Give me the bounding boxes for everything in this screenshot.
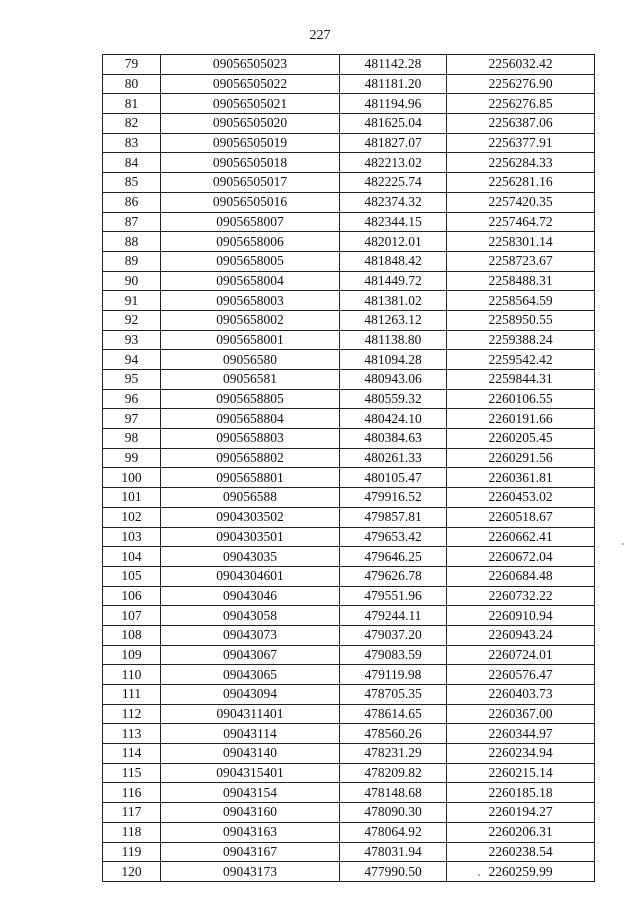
y-coordinate-cell: 2258301.14 bbox=[447, 232, 595, 252]
table-row bbox=[103, 114, 595, 134]
x-coordinate-cell: 479037.20 bbox=[340, 625, 447, 645]
point-code-cell: 09043163 bbox=[161, 822, 340, 842]
y-coordinate-cell: 2260403.73 bbox=[447, 685, 595, 705]
point-code-cell: 09043140 bbox=[161, 744, 340, 764]
point-code-cell: 09056505018 bbox=[161, 153, 340, 173]
row-number-cell: 104 bbox=[103, 547, 161, 567]
point-code-cell: 09043058 bbox=[161, 606, 340, 626]
row-number-cell: 97 bbox=[103, 409, 161, 429]
row-number-cell: 120 bbox=[103, 862, 161, 882]
y-coordinate-cell: 2260191.66 bbox=[447, 409, 595, 429]
table-row bbox=[103, 842, 595, 862]
x-coordinate-cell: 480943.06 bbox=[340, 370, 447, 390]
row-number-cell: 106 bbox=[103, 586, 161, 606]
point-code-cell: 0904303502 bbox=[161, 507, 340, 527]
table-row bbox=[103, 724, 595, 744]
y-coordinate-cell: 2258488.31 bbox=[447, 271, 595, 291]
table-row bbox=[103, 744, 595, 764]
y-coordinate-cell: 2256276.90 bbox=[447, 74, 595, 94]
x-coordinate-cell: 479646.25 bbox=[340, 547, 447, 567]
x-coordinate-cell: 478148.68 bbox=[340, 783, 447, 803]
x-coordinate-cell: 481449.72 bbox=[340, 271, 447, 291]
row-number-cell: 105 bbox=[103, 566, 161, 586]
x-coordinate-cell: 481142.28 bbox=[340, 55, 447, 75]
point-code-cell: 0905658801 bbox=[161, 468, 340, 488]
table-row bbox=[103, 606, 595, 626]
x-coordinate-cell: 478614.65 bbox=[340, 704, 447, 724]
x-coordinate-cell: 481381.02 bbox=[340, 291, 447, 311]
point-code-cell: 09056580 bbox=[161, 350, 340, 370]
y-coordinate-cell: 2260205.45 bbox=[447, 429, 595, 449]
x-coordinate-cell: 482012.01 bbox=[340, 232, 447, 252]
table-row bbox=[103, 566, 595, 586]
point-code-cell: 0905658004 bbox=[161, 271, 340, 291]
table-row bbox=[103, 271, 595, 291]
row-number-cell: 114 bbox=[103, 744, 161, 764]
scan-speck bbox=[622, 543, 624, 545]
row-number-cell: 90 bbox=[103, 271, 161, 291]
table-row bbox=[103, 527, 595, 547]
coordinates-table bbox=[102, 54, 595, 882]
row-number-cell: 83 bbox=[103, 133, 161, 153]
y-coordinate-cell: 2260732.22 bbox=[447, 586, 595, 606]
y-coordinate-cell: 2260291.56 bbox=[447, 448, 595, 468]
point-code-cell: 09043065 bbox=[161, 665, 340, 685]
x-coordinate-cell: 480384.63 bbox=[340, 429, 447, 449]
row-number-cell: 112 bbox=[103, 704, 161, 724]
y-coordinate-cell: 2260238.54 bbox=[447, 842, 595, 862]
y-coordinate-cell: 2256281.16 bbox=[447, 173, 595, 193]
table-row bbox=[103, 370, 595, 390]
table-row bbox=[103, 822, 595, 842]
x-coordinate-cell: 481827.07 bbox=[340, 133, 447, 153]
row-number-cell: 102 bbox=[103, 507, 161, 527]
table-row bbox=[103, 55, 595, 75]
point-code-cell: 09056505020 bbox=[161, 114, 340, 134]
x-coordinate-cell: 479083.59 bbox=[340, 645, 447, 665]
table-row bbox=[103, 704, 595, 724]
point-code-cell: 09043094 bbox=[161, 685, 340, 705]
table-row bbox=[103, 429, 595, 449]
x-coordinate-cell: 478209.82 bbox=[340, 763, 447, 783]
y-coordinate-cell: 2258723.67 bbox=[447, 251, 595, 271]
point-code-cell: 0905658001 bbox=[161, 330, 340, 350]
y-coordinate-cell: 2256284.33 bbox=[447, 153, 595, 173]
point-code-cell: 0905658005 bbox=[161, 251, 340, 271]
x-coordinate-cell: 480559.32 bbox=[340, 389, 447, 409]
row-number-cell: 88 bbox=[103, 232, 161, 252]
y-coordinate-cell: 2260106.55 bbox=[447, 389, 595, 409]
table-row bbox=[103, 547, 595, 567]
y-coordinate-cell: 2260206.31 bbox=[447, 822, 595, 842]
point-code-cell: 0904303501 bbox=[161, 527, 340, 547]
y-coordinate-cell: 2259388.24 bbox=[447, 330, 595, 350]
y-coordinate-cell: 2258564.59 bbox=[447, 291, 595, 311]
table-row bbox=[103, 212, 595, 232]
y-coordinate-cell: 2256032.42 bbox=[447, 55, 595, 75]
table-row bbox=[103, 133, 595, 153]
x-coordinate-cell: 479626.78 bbox=[340, 566, 447, 586]
point-code-cell: 09043035 bbox=[161, 547, 340, 567]
row-number-cell: 110 bbox=[103, 665, 161, 685]
y-coordinate-cell: 2260185.18 bbox=[447, 783, 595, 803]
point-code-cell: 0905658007 bbox=[161, 212, 340, 232]
point-code-cell: 0904304601 bbox=[161, 566, 340, 586]
x-coordinate-cell: 479916.52 bbox=[340, 488, 447, 508]
y-coordinate-cell: 2260234.94 bbox=[447, 744, 595, 764]
y-coordinate-cell: 2260672.04 bbox=[447, 547, 595, 567]
table-row bbox=[103, 803, 595, 823]
y-coordinate-cell: 2260367.00 bbox=[447, 704, 595, 724]
table-row bbox=[103, 192, 595, 212]
row-number-cell: 115 bbox=[103, 763, 161, 783]
row-number-cell: 118 bbox=[103, 822, 161, 842]
y-coordinate-cell: 2260910.94 bbox=[447, 606, 595, 626]
row-number-cell: 101 bbox=[103, 488, 161, 508]
y-coordinate-cell: 2260518.67 bbox=[447, 507, 595, 527]
row-number-cell: 96 bbox=[103, 389, 161, 409]
table-row bbox=[103, 350, 595, 370]
row-number-cell: 119 bbox=[103, 842, 161, 862]
row-number-cell: 99 bbox=[103, 448, 161, 468]
x-coordinate-cell: 482213.02 bbox=[340, 153, 447, 173]
point-code-cell: 09043167 bbox=[161, 842, 340, 862]
row-number-cell: 103 bbox=[103, 527, 161, 547]
x-coordinate-cell: 481181.20 bbox=[340, 74, 447, 94]
x-coordinate-cell: 481138.80 bbox=[340, 330, 447, 350]
point-code-cell: 0904315401 bbox=[161, 763, 340, 783]
table-row bbox=[103, 291, 595, 311]
x-coordinate-cell: 480424.10 bbox=[340, 409, 447, 429]
point-code-cell: 09056505022 bbox=[161, 74, 340, 94]
table-row bbox=[103, 389, 595, 409]
y-coordinate-cell: 2260662.41 bbox=[447, 527, 595, 547]
table-row bbox=[103, 448, 595, 468]
row-number-cell: 84 bbox=[103, 153, 161, 173]
y-coordinate-cell: 2257420.35 bbox=[447, 192, 595, 212]
point-code-cell: 09056505017 bbox=[161, 173, 340, 193]
row-number-cell: 116 bbox=[103, 783, 161, 803]
point-code-cell: 09043160 bbox=[161, 803, 340, 823]
x-coordinate-cell: 479653.42 bbox=[340, 527, 447, 547]
point-code-cell: 0905658002 bbox=[161, 310, 340, 330]
x-coordinate-cell: 482225.74 bbox=[340, 173, 447, 193]
point-code-cell: 09056588 bbox=[161, 488, 340, 508]
table-row bbox=[103, 763, 595, 783]
table-row bbox=[103, 783, 595, 803]
row-number-cell: 82 bbox=[103, 114, 161, 134]
y-coordinate-cell: 2260215.14 bbox=[447, 763, 595, 783]
point-code-cell: 09043114 bbox=[161, 724, 340, 744]
x-coordinate-cell: 478231.29 bbox=[340, 744, 447, 764]
table-row bbox=[103, 173, 595, 193]
point-code-cell: 09056505019 bbox=[161, 133, 340, 153]
point-code-cell: 0905658006 bbox=[161, 232, 340, 252]
table-row bbox=[103, 665, 595, 685]
y-coordinate-cell: 2256276.85 bbox=[447, 94, 595, 114]
x-coordinate-cell: 478031.94 bbox=[340, 842, 447, 862]
x-coordinate-cell: 477990.50 bbox=[340, 862, 447, 882]
row-number-cell: 80 bbox=[103, 74, 161, 94]
point-code-cell: 09043073 bbox=[161, 625, 340, 645]
x-coordinate-cell: 481625.04 bbox=[340, 114, 447, 134]
x-coordinate-cell: 482344.15 bbox=[340, 212, 447, 232]
point-code-cell: 09043067 bbox=[161, 645, 340, 665]
x-coordinate-cell: 478705.35 bbox=[340, 685, 447, 705]
table-row bbox=[103, 468, 595, 488]
x-coordinate-cell: 479551.96 bbox=[340, 586, 447, 606]
row-number-cell: 93 bbox=[103, 330, 161, 350]
y-coordinate-cell: 2260259.99 bbox=[447, 862, 595, 882]
x-coordinate-cell: 478560.26 bbox=[340, 724, 447, 744]
x-coordinate-cell: 478090.30 bbox=[340, 803, 447, 823]
point-code-cell: 0905658803 bbox=[161, 429, 340, 449]
table-row bbox=[103, 862, 595, 882]
row-number-cell: 98 bbox=[103, 429, 161, 449]
x-coordinate-cell: 481094.28 bbox=[340, 350, 447, 370]
point-code-cell: 09056581 bbox=[161, 370, 340, 390]
table-row bbox=[103, 310, 595, 330]
y-coordinate-cell: 2260576.47 bbox=[447, 665, 595, 685]
table-row bbox=[103, 94, 595, 114]
table-row bbox=[103, 232, 595, 252]
table-row bbox=[103, 586, 595, 606]
y-coordinate-cell: 2260361.81 bbox=[447, 468, 595, 488]
row-number-cell: 89 bbox=[103, 251, 161, 271]
x-coordinate-cell: 478064.92 bbox=[340, 822, 447, 842]
x-coordinate-cell: 480261.33 bbox=[340, 448, 447, 468]
x-coordinate-cell: 481848.42 bbox=[340, 251, 447, 271]
y-coordinate-cell: 2256377.91 bbox=[447, 133, 595, 153]
row-number-cell: 113 bbox=[103, 724, 161, 744]
table-row bbox=[103, 685, 595, 705]
point-code-cell: 09056505023 bbox=[161, 55, 340, 75]
table-row bbox=[103, 251, 595, 271]
row-number-cell: 86 bbox=[103, 192, 161, 212]
x-coordinate-cell: 479244.11 bbox=[340, 606, 447, 626]
table-row bbox=[103, 488, 595, 508]
table-row bbox=[103, 330, 595, 350]
page-number: 227 bbox=[309, 28, 331, 43]
table-row bbox=[103, 74, 595, 94]
x-coordinate-cell: 482374.32 bbox=[340, 192, 447, 212]
point-code-cell: 0905658003 bbox=[161, 291, 340, 311]
row-number-cell: 85 bbox=[103, 173, 161, 193]
table-row bbox=[103, 645, 595, 665]
row-number-cell: 108 bbox=[103, 625, 161, 645]
point-code-cell: 09043173 bbox=[161, 862, 340, 882]
y-coordinate-cell: 2256387.06 bbox=[447, 114, 595, 134]
row-number-cell: 109 bbox=[103, 645, 161, 665]
scan-speck bbox=[478, 874, 480, 876]
y-coordinate-cell: 2258950.55 bbox=[447, 310, 595, 330]
y-coordinate-cell: 2259844.31 bbox=[447, 370, 595, 390]
x-coordinate-cell: 479857.81 bbox=[340, 507, 447, 527]
row-number-cell: 81 bbox=[103, 94, 161, 114]
table-row bbox=[103, 625, 595, 645]
row-number-cell: 87 bbox=[103, 212, 161, 232]
row-number-cell: 117 bbox=[103, 803, 161, 823]
table-row bbox=[103, 153, 595, 173]
row-number-cell: 92 bbox=[103, 310, 161, 330]
point-code-cell: 09056505021 bbox=[161, 94, 340, 114]
y-coordinate-cell: 2260684.48 bbox=[447, 566, 595, 586]
point-code-cell: 0904311401 bbox=[161, 704, 340, 724]
y-coordinate-cell: 2260943.24 bbox=[447, 625, 595, 645]
point-code-cell: 09043046 bbox=[161, 586, 340, 606]
y-coordinate-cell: 2259542.42 bbox=[447, 350, 595, 370]
row-number-cell: 79 bbox=[103, 55, 161, 75]
x-coordinate-cell: 481263.12 bbox=[340, 310, 447, 330]
row-number-cell: 107 bbox=[103, 606, 161, 626]
row-number-cell: 94 bbox=[103, 350, 161, 370]
y-coordinate-cell: 2260344.97 bbox=[447, 724, 595, 744]
y-coordinate-cell: 2260453.02 bbox=[447, 488, 595, 508]
table-row bbox=[103, 507, 595, 527]
point-code-cell: 0905658804 bbox=[161, 409, 340, 429]
y-coordinate-cell: 2257464.72 bbox=[447, 212, 595, 232]
x-coordinate-cell: 480105.47 bbox=[340, 468, 447, 488]
point-code-cell: 09043154 bbox=[161, 783, 340, 803]
row-number-cell: 100 bbox=[103, 468, 161, 488]
row-number-cell: 91 bbox=[103, 291, 161, 311]
table-row bbox=[103, 409, 595, 429]
point-code-cell: 09056505016 bbox=[161, 192, 340, 212]
point-code-cell: 0905658802 bbox=[161, 448, 340, 468]
point-code-cell: 0905658805 bbox=[161, 389, 340, 409]
row-number-cell: 95 bbox=[103, 370, 161, 390]
y-coordinate-cell: 2260194.27 bbox=[447, 803, 595, 823]
x-coordinate-cell: 481194.96 bbox=[340, 94, 447, 114]
coordinates-table-body bbox=[103, 55, 595, 882]
row-number-cell: 111 bbox=[103, 685, 161, 705]
x-coordinate-cell: 479119.98 bbox=[340, 665, 447, 685]
y-coordinate-cell: 2260724.01 bbox=[447, 645, 595, 665]
